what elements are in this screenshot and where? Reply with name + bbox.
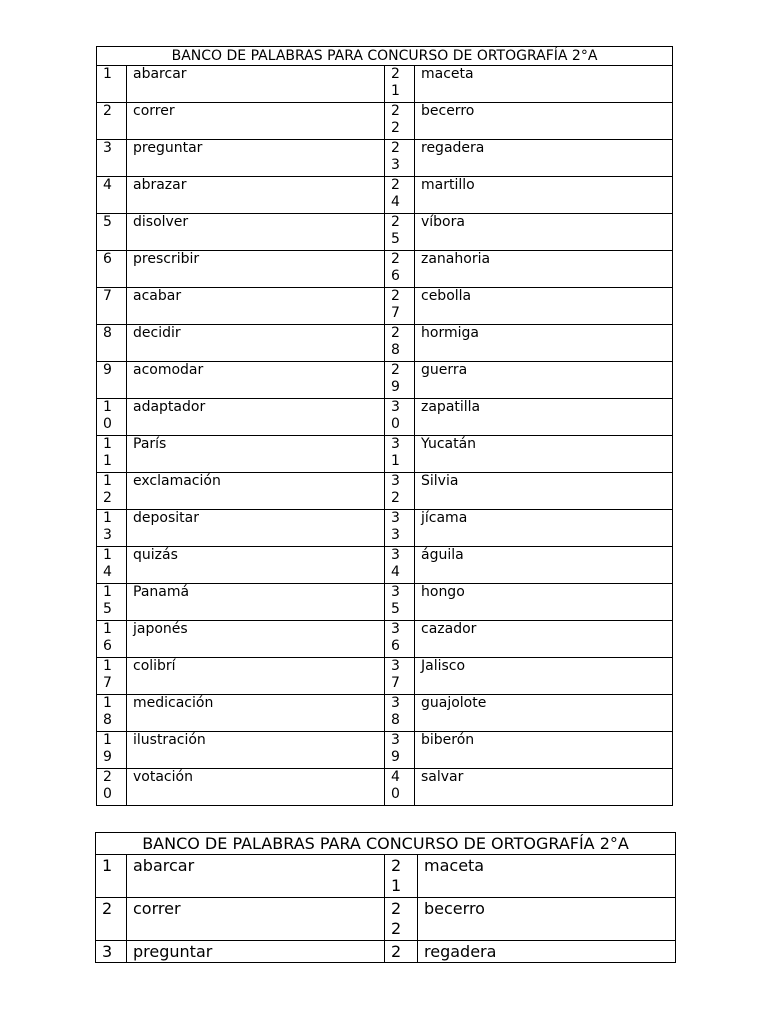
word-bank-preview-table: [95, 832, 676, 963]
row-number-right: 35: [391, 584, 400, 617]
table-row: [97, 288, 673, 325]
word-left: votación: [133, 769, 193, 785]
row-number-left: 2: [102, 899, 113, 918]
table-row: [96, 941, 676, 963]
row-number-left: 14: [103, 547, 112, 580]
table-row: [97, 362, 673, 399]
row-number-left: 5: [103, 214, 112, 230]
row-number-right: 32: [391, 473, 400, 506]
table-row: [97, 140, 673, 177]
row-number-left: 6: [103, 251, 112, 267]
word-left: abarcar: [133, 856, 195, 875]
word-right: regadera: [424, 942, 497, 961]
table-row: [97, 658, 673, 695]
table-row: [97, 547, 673, 584]
word-left: disolver: [133, 214, 189, 230]
word-right: Yucatán: [421, 436, 477, 452]
table-row: [97, 251, 673, 288]
row-number-left: 13: [103, 510, 112, 543]
word-right: hongo: [421, 584, 465, 600]
word-right: salvar: [421, 769, 464, 785]
row-number-right: 36: [391, 621, 400, 654]
word-right: becerro: [424, 899, 485, 918]
row-number-left: 1: [102, 856, 113, 875]
row-number-left: 2: [103, 103, 112, 119]
word-right: maceta: [424, 856, 485, 875]
row-number-right: 21: [391, 66, 400, 99]
word-left: colibrí: [133, 658, 176, 674]
row-number-right: 22: [391, 899, 402, 938]
row-number-left: 8: [103, 325, 112, 341]
word-left: París: [133, 436, 167, 452]
word-left: abarcar: [133, 66, 187, 82]
row-number-right: 28: [391, 325, 400, 358]
word-left: preguntar: [133, 942, 213, 961]
row-number-left: 3: [103, 140, 112, 156]
table-row: [97, 584, 673, 621]
row-number-left: 10: [103, 399, 112, 432]
word-left: depositar: [133, 510, 199, 526]
row-number-right: 24: [391, 177, 400, 210]
word-right: becerro: [421, 103, 475, 119]
row-number-right: 23: [391, 140, 400, 173]
row-number-right: 22: [391, 103, 400, 136]
table-row: [97, 399, 673, 436]
word-right: regadera: [421, 140, 485, 156]
table-row: [97, 325, 673, 362]
table-row: [97, 214, 673, 251]
table-row: [97, 177, 673, 214]
word-left: quizás: [133, 547, 178, 563]
word-left: correr: [133, 103, 175, 119]
word-left: prescribir: [133, 251, 200, 267]
row-number-left: 12: [103, 473, 112, 506]
word-left: acomodar: [133, 362, 204, 378]
row-number-left: 9: [103, 362, 112, 378]
word-right: maceta: [421, 66, 474, 82]
table-row: [96, 855, 676, 898]
row-number-right: 33: [391, 510, 400, 543]
table-row: [97, 510, 673, 547]
word-right: hormiga: [421, 325, 479, 341]
row-number-right: 21: [391, 856, 402, 895]
row-number-left: 11: [103, 436, 112, 469]
row-number-right: 26: [391, 251, 400, 284]
row-number-right: 27: [391, 288, 400, 321]
word-right: águila: [421, 547, 464, 563]
table-row: [97, 473, 673, 510]
row-number-left: 7: [103, 288, 112, 304]
row-number-left: 3: [102, 942, 113, 961]
word-left: ilustración: [133, 732, 206, 748]
word-right: martillo: [421, 177, 475, 193]
row-number-left: 1: [103, 66, 112, 82]
word-right: zapatilla: [421, 399, 481, 415]
word-left: correr: [133, 899, 181, 918]
word-right: cazador: [421, 621, 477, 637]
word-left: abrazar: [133, 177, 187, 193]
table-row: [97, 66, 673, 103]
row-number-right: 30: [391, 399, 400, 432]
row-number-left: 4: [103, 177, 112, 193]
word-left: adaptador: [133, 399, 206, 415]
word-right: biberón: [421, 732, 475, 748]
row-number-right: 39: [391, 732, 400, 765]
row-number-left: 18: [103, 695, 112, 728]
word-left: acabar: [133, 288, 182, 304]
table-row: [97, 732, 673, 769]
row-number-right: 37: [391, 658, 400, 691]
row-number-right: 31: [391, 436, 400, 469]
row-number-left: 20: [103, 769, 112, 802]
word-right: víbora: [421, 214, 465, 230]
row-number-left: 15: [103, 584, 112, 617]
table-row: [97, 695, 673, 732]
word-right: jícama: [421, 510, 468, 526]
word-left: Panamá: [133, 584, 190, 600]
row-number-right: 25: [391, 214, 400, 247]
table-row: [96, 898, 676, 941]
row-number-right: 40: [391, 769, 400, 802]
word-right: zanahoria: [421, 251, 491, 267]
table-row: [97, 436, 673, 473]
table-row: [97, 621, 673, 658]
word-left: japonés: [133, 621, 188, 637]
word-left: decidir: [133, 325, 181, 341]
table-row: [97, 769, 673, 806]
word-right: guajolote: [421, 695, 487, 711]
row-number-left: 16: [103, 621, 112, 654]
row-number-right: 38: [391, 695, 400, 728]
word-left: medicación: [133, 695, 214, 711]
preview-table-title: BANCO DE PALABRAS PARA CONCURSO DE ORTOGRAFÍA 2°A: [96, 833, 676, 855]
row-number-right: 34: [391, 547, 400, 580]
word-right: Silvia: [421, 473, 459, 489]
word-right: Jalisco: [421, 658, 466, 674]
row-number-right: 29: [391, 362, 400, 395]
word-left: exclamación: [133, 473, 221, 489]
row-number-left: 19: [103, 732, 112, 765]
table-title: BANCO DE PALABRAS PARA CONCURSO DE ORTOGRAFÍA 2°A: [97, 47, 673, 66]
table-row: [97, 103, 673, 140]
word-right: cebolla: [421, 288, 472, 304]
row-number-right: 2: [391, 942, 402, 961]
word-left: preguntar: [133, 140, 203, 156]
word-right: guerra: [421, 362, 468, 378]
row-number-left: 17: [103, 658, 112, 691]
word-bank-table: [96, 46, 673, 806]
